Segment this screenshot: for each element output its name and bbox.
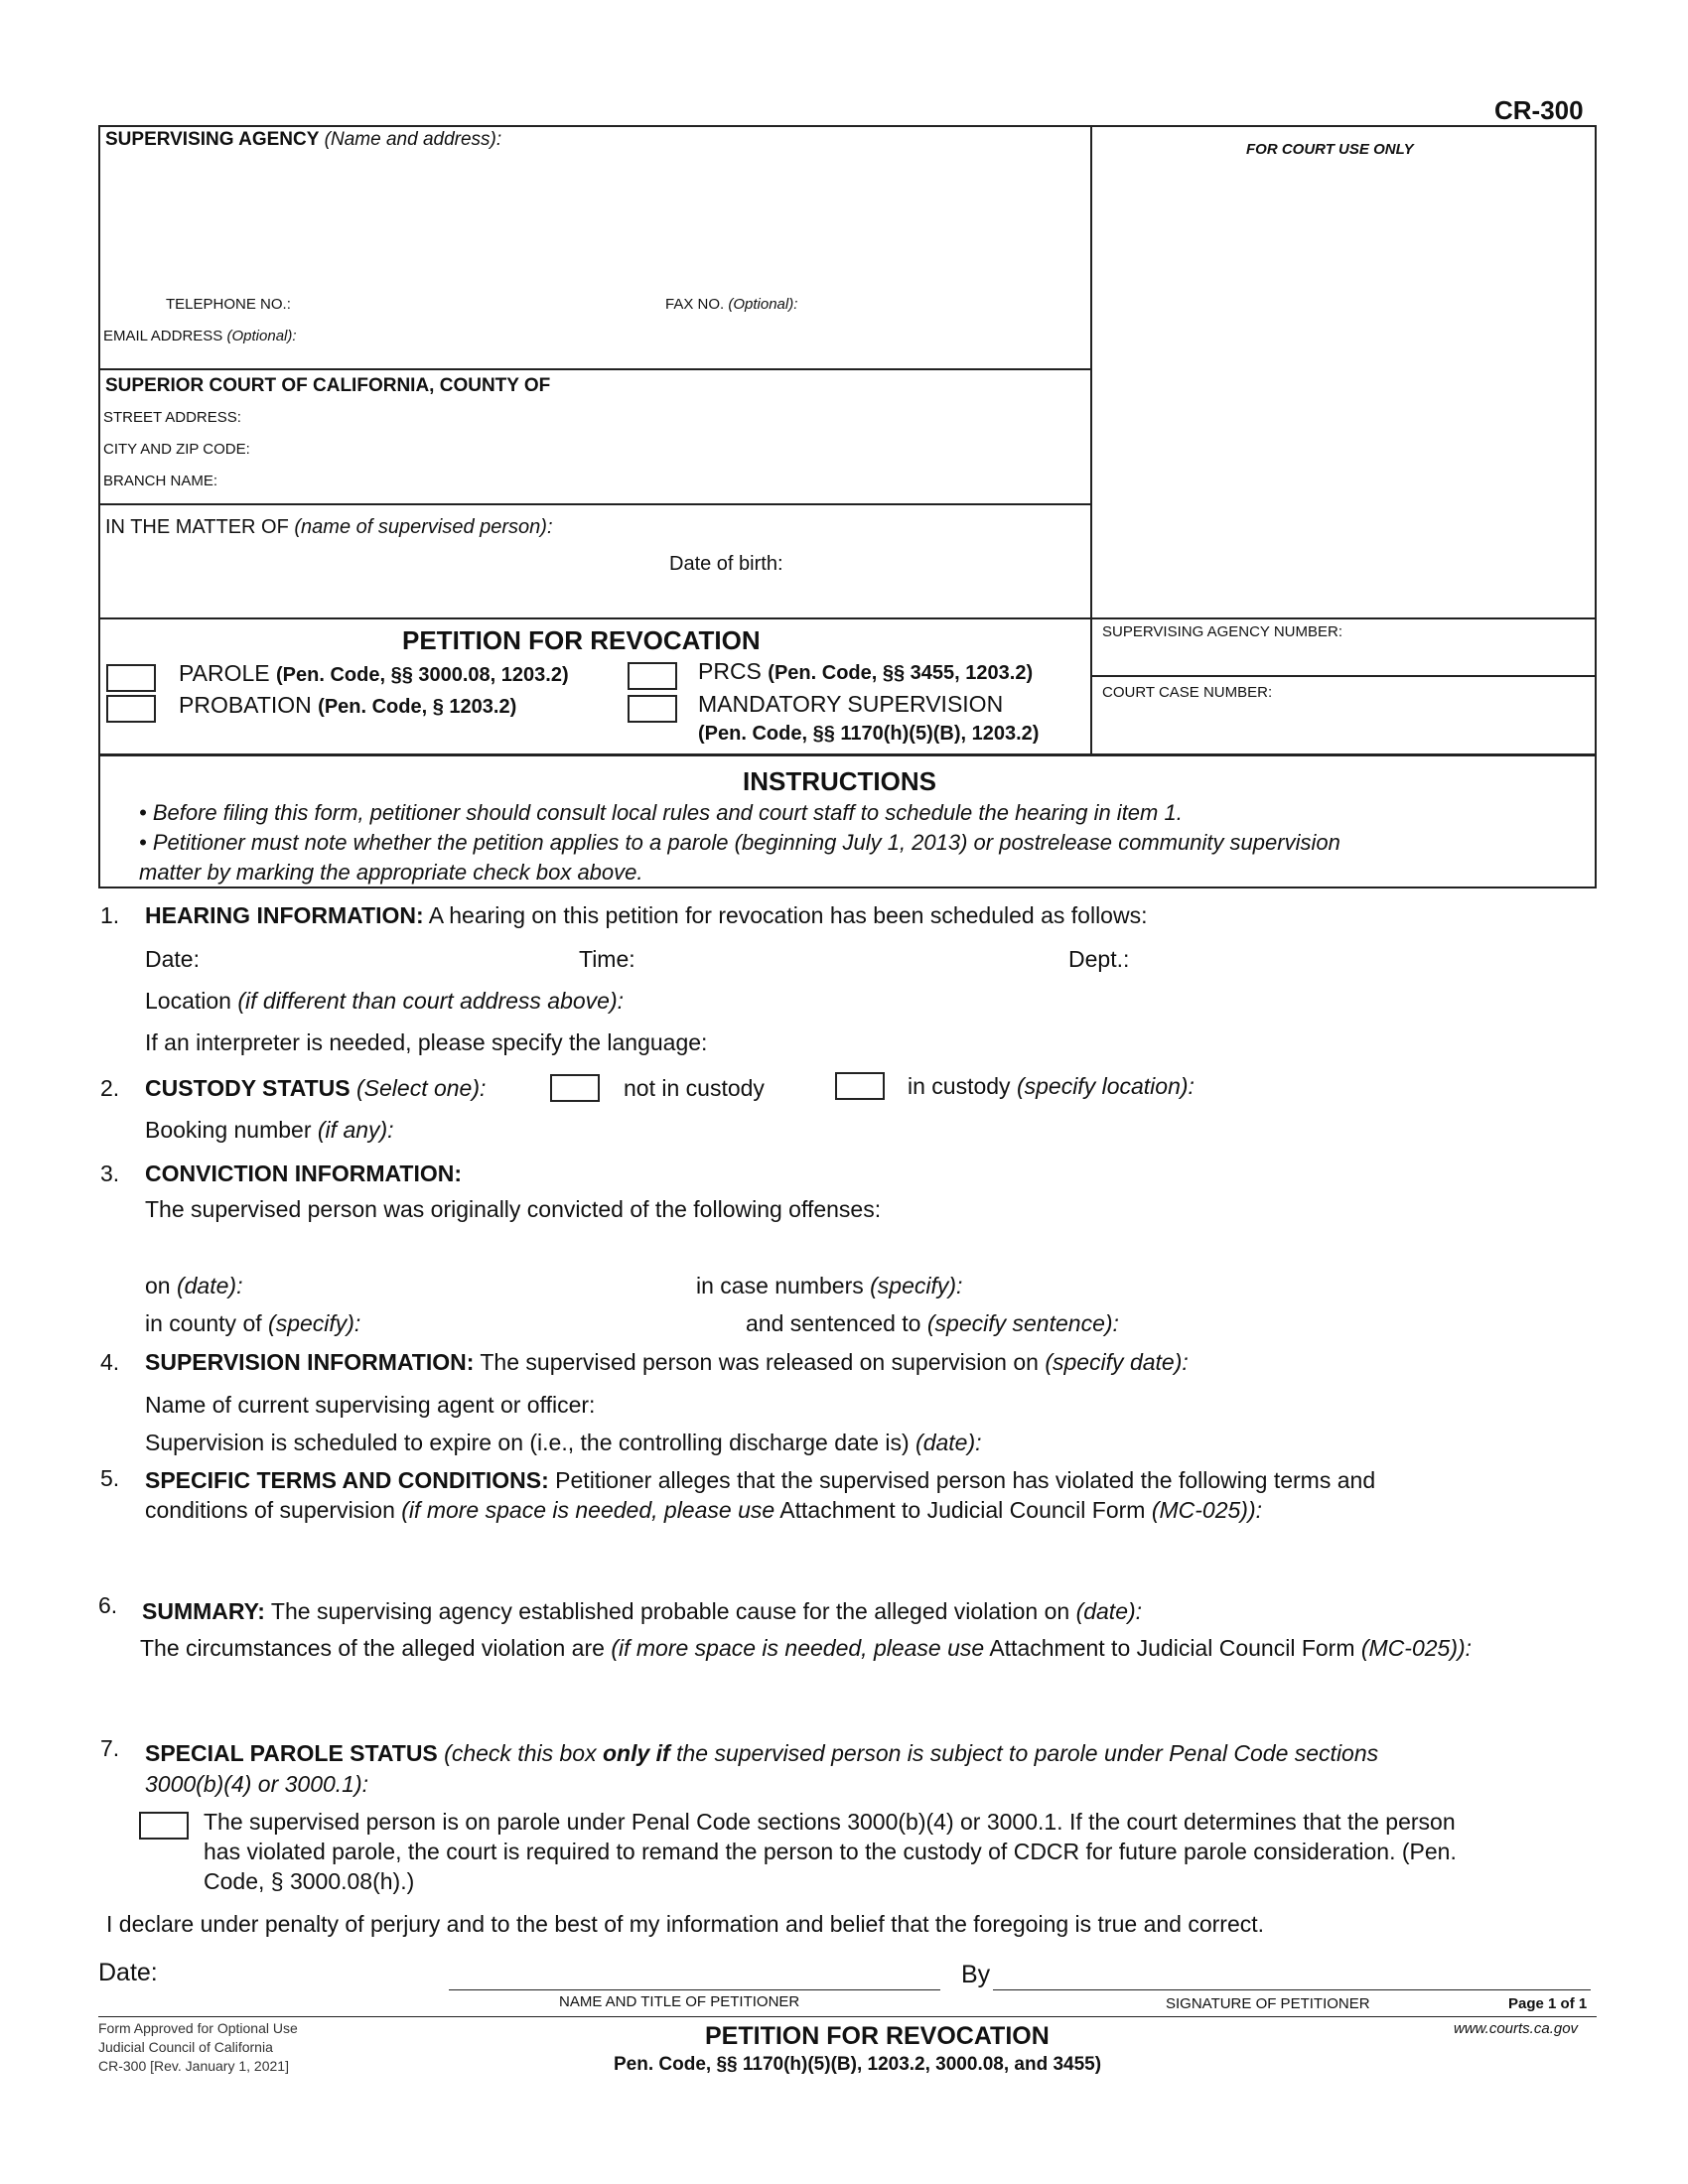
probation-option: PROBATION (Pen. Code, § 1203.2) [179, 692, 517, 718]
instructions-line-2: • Petitioner must note whether the petition applies to a parole (beginning July 1, 2013) or postrelease community supervision [139, 830, 1340, 855]
footer-website[interactable]: www.courts.ca.gov [1454, 2020, 1579, 2037]
hearing-time-label: Time: [579, 946, 635, 972]
not-in-custody-label: not in custody [624, 1075, 765, 1101]
instructions-line-3: matter by marking the appropriate check box above. [139, 860, 643, 885]
footer-title: PETITION FOR REVOCATION [705, 2022, 1050, 2050]
item-3-number: 3. [100, 1160, 120, 1186]
case-numbers-label: in case numbers (specify): [696, 1273, 963, 1298]
instructions-title: INSTRUCTIONS [743, 766, 936, 796]
item-1-number: 1. [100, 902, 120, 928]
caption-divider [1090, 125, 1092, 755]
item-6-line-2: The circumstances of the alleged violation are (if more space is needed, please use Attachment to Judicial Council Form (MC-025)): [140, 1635, 1473, 1661]
item-4-number: 4. [100, 1349, 120, 1375]
declaration-date-label: Date: [98, 1959, 158, 1986]
footer-codes: Pen. Code, §§ 1170(h)(5)(B), 1203.2, 3000.08, and 3455) [614, 2054, 1102, 2075]
footer-rule [98, 2016, 1597, 2017]
item-5-heading: SPECIFIC TERMS AND CONDITIONS: Petitioner alleges that the supervised person has violated the following terms and [145, 1467, 1376, 1493]
item-2-heading: CUSTODY STATUS (Select one): [145, 1075, 487, 1101]
telephone-label: TELEPHONE NO.: [166, 296, 291, 313]
signature-line[interactable] [993, 1989, 1591, 1990]
in-custody-label: in custody (specify location): [908, 1073, 1195, 1099]
hearing-dept-label: Dept.: [1068, 946, 1130, 972]
declaration-text: I declare under penalty of perjury and to the best of my information and belief that the foregoing is true and correct. [106, 1911, 1265, 1937]
email-label: EMAIL ADDRESS (Optional): [103, 328, 297, 344]
item-3-heading: CONVICTION INFORMATION: [145, 1160, 462, 1186]
dob-label: Date of birth: [669, 553, 783, 575]
interpreter-label: If an interpreter is needed, please specify the language: [145, 1029, 708, 1055]
item-7-number: 7. [100, 1735, 120, 1761]
name-title-caption: NAME AND TITLE OF PETITIONER [559, 1993, 800, 2010]
item-5-line-2: conditions of supervision (if more space is needed, please use Attachment to Judicial Council Form (MC-025)): [145, 1497, 1262, 1523]
item-6-heading: SUMMARY: The supervising agency established probable cause for the alleged violation on (date): [142, 1598, 1143, 1624]
mandatory-supervision-option: MANDATORY SUPERVISION [698, 691, 1004, 717]
city-zip-label: CITY AND ZIP CODE: [103, 441, 250, 458]
instructions-line-1: • Before filing this form, petitioner should consult local rules and court staff to schedule the hearing in item 1. [139, 800, 1183, 825]
parole-checkbox[interactable] [106, 664, 156, 692]
supervision-expire-label: Supervision is scheduled to expire on (i.e., the controlling discharge date is) (date): [145, 1430, 982, 1455]
special-parole-line-1: The supervised person is on parole under Penal Code sections 3000(b)(4) or 3000.1. If the court determines that the person [204, 1809, 1456, 1835]
item-2-number: 2. [100, 1075, 120, 1101]
mandatory-supervision-code: (Pen. Code, §§ 1170(h)(5)(B), 1203.2) [698, 723, 1040, 745]
hearing-location-label: Location (if different than court address above): [145, 988, 625, 1014]
petition-title: PETITION FOR REVOCATION [402, 625, 761, 655]
fax-label: FAX NO. (Optional): [665, 296, 798, 313]
signature-caption: SIGNATURE OF PETITIONER [1166, 1995, 1370, 2012]
matter-label: IN THE MATTER OF (name of supervised person): [105, 516, 553, 538]
court-use-label: FOR COURT USE ONLY [1246, 141, 1414, 158]
parole-option: PAROLE (Pen. Code, §§ 3000.08, 1203.2) [179, 660, 569, 686]
hearing-date-label: Date: [145, 946, 200, 972]
county-label: in county of (specify): [145, 1310, 361, 1336]
conviction-text: The supervised person was originally convicted of the following offenses: [145, 1196, 882, 1222]
street-address-label: STREET ADDRESS: [103, 409, 241, 426]
agency-title: SUPERVISING AGENCY (Name and address): [105, 129, 502, 150]
special-parole-line-2: has violated parole, the court is required to remand the person to the custody of CDCR for future parole consideration. (Pen. [204, 1839, 1457, 1864]
name-line [449, 1989, 940, 1990]
probation-checkbox[interactable] [106, 695, 156, 723]
not-in-custody-checkbox[interactable] [550, 1074, 600, 1102]
form-id: CR-300 [1494, 95, 1584, 125]
conviction-date-label: on (date): [145, 1273, 243, 1298]
agency-number-label: SUPERVISING AGENCY NUMBER: [1102, 623, 1343, 640]
branch-name-label: BRANCH NAME: [103, 473, 218, 489]
special-parole-line-3: Code, § 3000.08(h).) [204, 1868, 415, 1894]
mandatory-supervision-checkbox[interactable] [628, 695, 677, 723]
item-7-note-line-2: 3000(b)(4) or 3000.1): [145, 1771, 369, 1797]
prcs-checkbox[interactable] [628, 662, 677, 690]
court-case-number-label: COURT CASE NUMBER: [1102, 684, 1273, 701]
booking-number-label: Booking number (if any): [145, 1117, 394, 1143]
prcs-option: PRCS (Pen. Code, §§ 3455, 1203.2) [698, 658, 1034, 684]
special-parole-checkbox[interactable] [139, 1812, 189, 1840]
in-custody-checkbox[interactable] [835, 1072, 885, 1100]
page-number: Page 1 of 1 [1508, 1995, 1588, 2012]
item-6-number: 6. [98, 1592, 118, 1618]
item-5-number: 5. [100, 1465, 120, 1491]
item-4-heading: SUPERVISION INFORMATION: The supervised person was released on supervision on (specify date): [145, 1349, 1189, 1375]
court-title: SUPERIOR COURT OF CALIFORNIA, COUNTY OF [105, 375, 551, 396]
item-1-heading: HEARING INFORMATION: A hearing on this petition for revocation has been scheduled as follows: [145, 902, 1148, 928]
footer-left: Form Approved for Optional Use Judicial Council of California CR-300 [Rev. January 1, 2021] [98, 2020, 298, 2074]
by-label: By [961, 1961, 991, 1988]
supervising-agent-label: Name of current supervising agent or officer: [145, 1392, 596, 1418]
item-7-heading: SPECIAL PAROLE STATUS (check this box only if the supervised person is subject to parole under Penal Code sections [145, 1740, 1379, 1766]
sentenced-label: and sentenced to (specify sentence): [746, 1310, 1119, 1336]
